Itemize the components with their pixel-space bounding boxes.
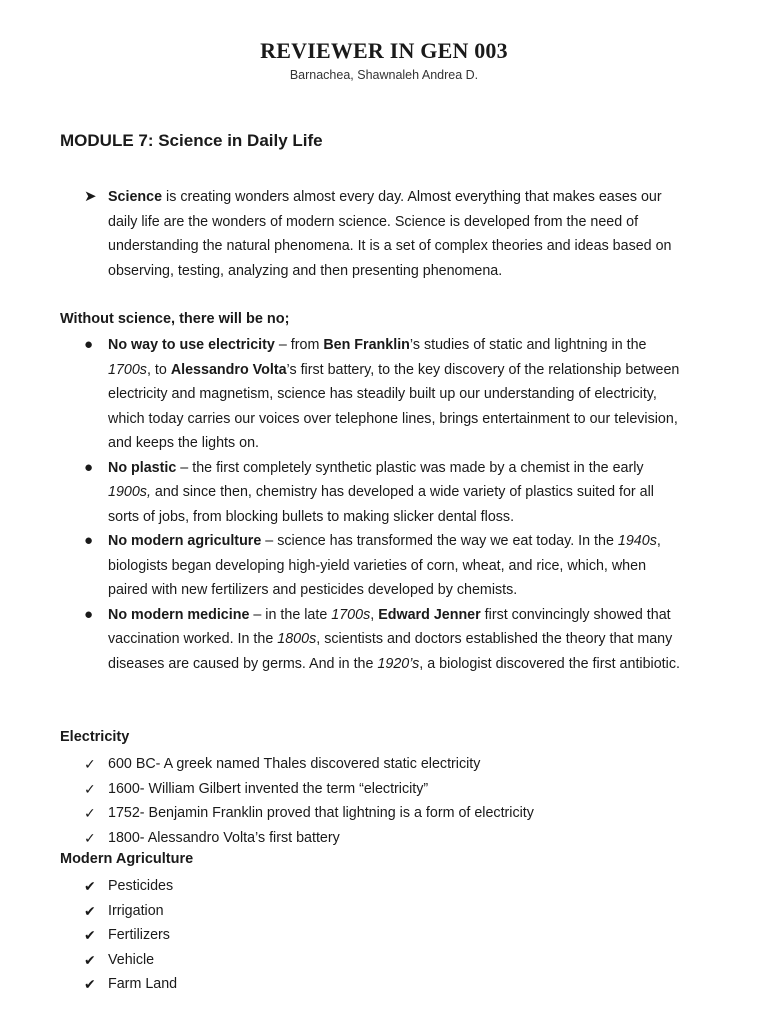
bullet-dot-icon: ●: [84, 458, 94, 476]
item-heading: No modern agriculture: [108, 533, 262, 549]
item-heading: No way to use electricity: [108, 337, 275, 353]
item-text: , scientists and doctors established the theory that many diseases are caused by germs. And in the: [108, 631, 673, 672]
intro-paragraph: [84, 185, 684, 283]
list-item: [84, 874, 684, 899]
list-item-plastic: [84, 456, 684, 530]
bullet-dot-icon: ●: [84, 336, 94, 353]
list-item: [84, 948, 684, 973]
list-item-text: 1600- William Gilbert invented the term “electricity”: [108, 780, 429, 797]
item-date: 1940s: [617, 533, 657, 549]
item-text: – the first completely synthetic plastic was made by a chemist in the early: [176, 459, 644, 476]
list-item-agriculture: [84, 529, 684, 603]
item-text: – from: [274, 337, 324, 353]
electricity-heading: Electricity: [60, 729, 130, 745]
item-text: ,: [370, 606, 379, 623]
list-item-text: 1800- Alessandro Volta’s first battery: [108, 829, 340, 846]
list-item-text: 600 BC- A greek named Thales discovered static electricity: [108, 756, 481, 772]
list-item-text: Irrigation: [108, 902, 164, 919]
item-text: ’s first battery, to the key discovery of the relationship between electricity and magnetism, science has steadily built up our understanding of electricity, which today carries our voices over telephone lines, brings entertainment to our television, and keeps the lights on.: [108, 361, 680, 451]
list-item: [84, 777, 684, 802]
document-title: REVIEWER IN GEN 003: [260, 38, 508, 63]
item-heading: No plastic: [108, 459, 177, 476]
check-icon: ✓: [84, 756, 96, 772]
item-name: Alessandro Volta: [170, 361, 287, 378]
item-date: 1900s,: [108, 484, 151, 500]
item-text: ’s studies of static and lightning in the: [409, 337, 647, 353]
list-item-text: Vehicle: [108, 951, 155, 968]
agriculture-heading: Modern Agriculture: [60, 851, 194, 867]
bullet-dot-icon: ●: [84, 532, 94, 549]
list-item-text: Farm Land: [108, 976, 178, 992]
agriculture-list: [84, 874, 684, 997]
item-name: Edward Jenner: [378, 606, 481, 623]
bullet-dot-icon: ●: [84, 605, 94, 623]
intro-body: is creating wonders almost every day. Almost everything that makes eases our daily life are the wonders of modern science. Science is developed from the need of understanding the natural phenomena. It is a set of complex theories and ideas based on observing, testing, analyzing and then presenting phenomena.: [108, 189, 672, 279]
check-icon: ✓: [84, 780, 96, 797]
check-icon: ✓: [84, 805, 96, 821]
item-date: 1920’s: [377, 655, 420, 672]
electricity-list: [84, 752, 684, 850]
list-item-text: 1752- Benjamin Franklin proved that lightning is a form of electricity: [108, 805, 534, 821]
list-item: [84, 972, 684, 997]
list-item: [84, 923, 684, 948]
item-name: Ben Franklin: [323, 337, 410, 353]
item-text: – science has transformed the way we eat today. In the: [261, 533, 618, 549]
item-text: – in the late: [249, 606, 332, 623]
list-item: [84, 801, 684, 826]
without-science-list: [84, 333, 684, 676]
list-item-text: Pesticides: [108, 878, 174, 894]
item-text: , biologists began developing high-yield varieties of corn, wheat, and rice, which, when paired with new fertilizers and pesticides developed by chemists.: [108, 533, 661, 598]
item-heading: No modern medicine: [108, 606, 250, 623]
item-date: 1700s: [331, 606, 371, 623]
list-item-electricity: [84, 333, 684, 456]
list-item: [84, 752, 684, 777]
module-heading: MODULE 7: Science in Daily Life: [60, 131, 323, 150]
check-icon: ✔: [84, 927, 96, 943]
author-name: Barnachea, Shawnaleh Andrea D.: [289, 68, 479, 82]
list-item: [84, 826, 684, 851]
check-icon: ✔: [84, 976, 96, 992]
list-item: [84, 899, 684, 924]
item-text: , a biologist discovered the first antibiotic.: [419, 655, 680, 672]
item-text: first convincingly showed that vaccination worked. In the: [108, 606, 671, 647]
arrow-bullet-icon: ➤: [84, 188, 97, 205]
check-icon: ✓: [84, 829, 96, 846]
without-science-heading: Without science, there will be no;: [60, 311, 290, 327]
intro-text: [108, 185, 684, 283]
item-date: 1700s: [108, 361, 147, 378]
item-text: and since then, chemistry has developed a wide variety of plastics suited for all sorts of jobs, from blocking bullets to making slicker dental floss.: [108, 484, 654, 525]
check-icon: ✔: [84, 902, 96, 919]
intro-term: Science: [108, 189, 163, 205]
list-item-text: Fertilizers: [108, 927, 170, 943]
item-text: , to: [146, 361, 171, 378]
check-icon: ✔: [84, 951, 96, 968]
item-date: 1800s: [277, 631, 317, 647]
list-item-medicine: [84, 603, 684, 677]
check-icon: ✔: [84, 878, 96, 894]
